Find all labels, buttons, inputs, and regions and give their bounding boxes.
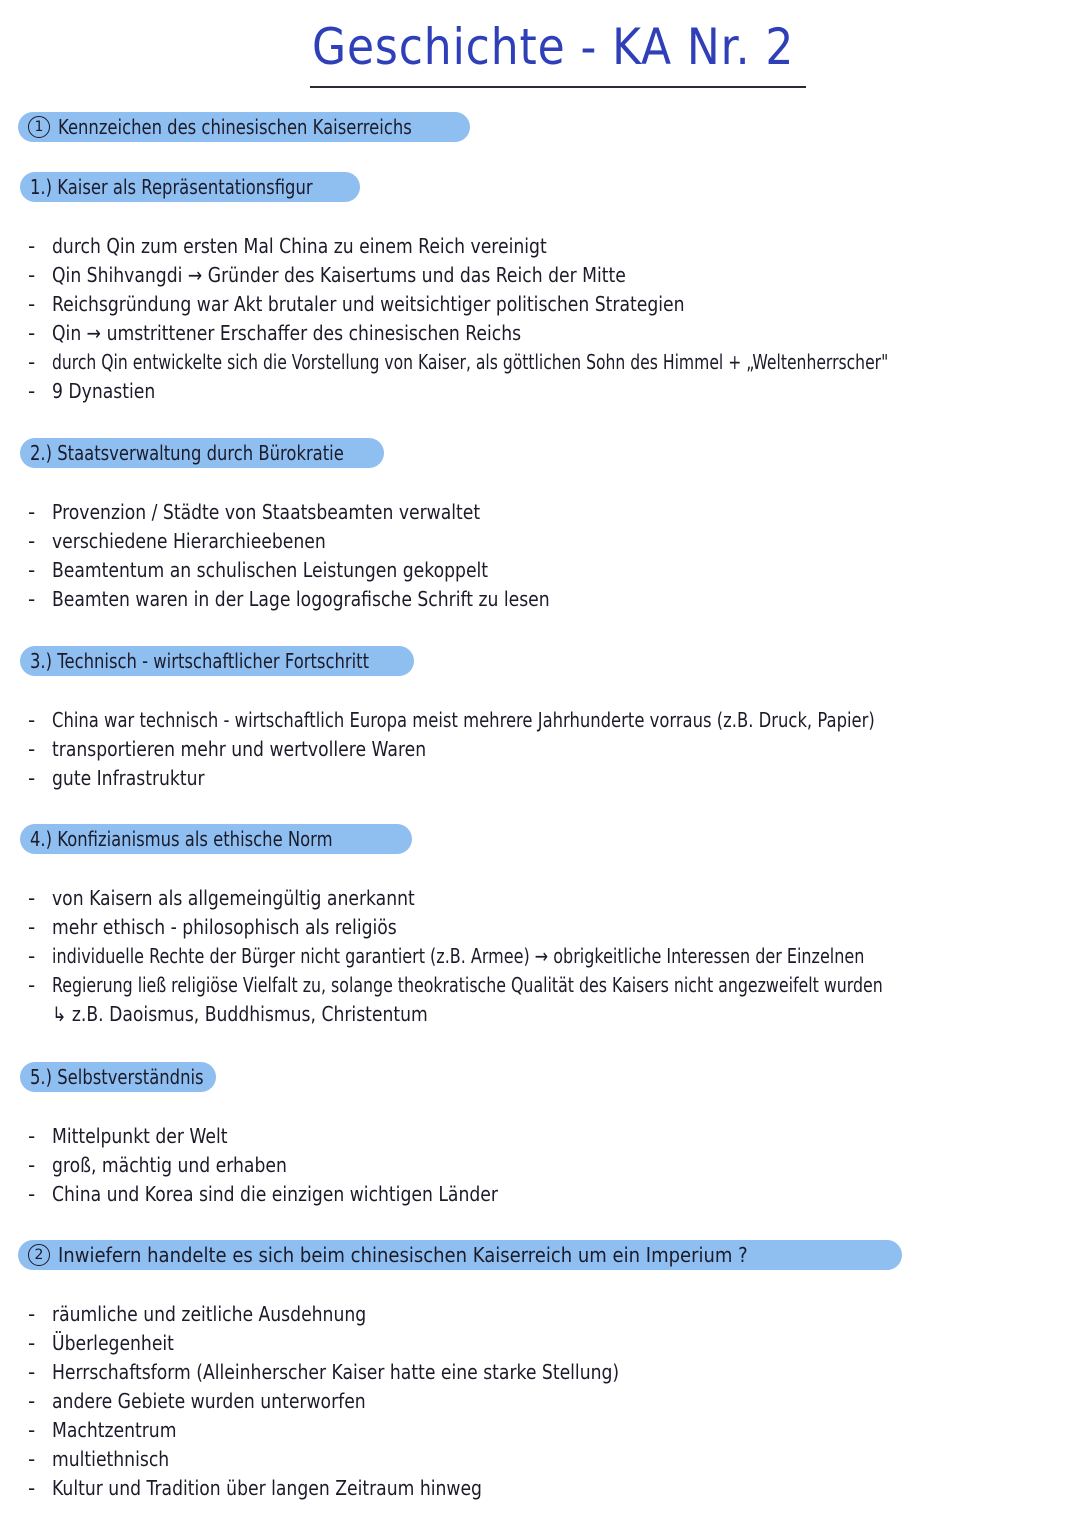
section-2-heading: [18, 1240, 902, 1270]
subsection-2-heading: 2.) Staatsverwaltung durch Bürokratie: [20, 438, 384, 468]
list-item: - durch Qin zum ersten Mal China zu einem Reich vereinigt: [28, 234, 547, 258]
subsection-1-list: [28, 232, 1080, 406]
list-item: - groß, mächtig und erhaben: [28, 1153, 287, 1177]
list-item: - Qin → umstrittener Erschaffer des chinesischen Reichs: [28, 321, 522, 345]
list-item: - Herrschaftsform (Alleinherscher Kaiser hatte eine starke Stellung): [28, 1360, 620, 1384]
list-item: - individuelle Rechte der Bürger nicht garantiert (z.B. Armee) → obrigkeitliche Interessen der Einzelnen: [28, 944, 865, 968]
subsection-4-heading: 4.) Konfizianismus als ethische Norm: [20, 824, 412, 854]
list-item: - räumliche und zeitliche Ausdehnung: [28, 1302, 367, 1326]
title-underline: [310, 86, 806, 88]
section-2-marker: 2: [28, 1244, 50, 1266]
subsection-5-list: [28, 1122, 571, 1209]
list-subnote: ↳ z.B. Daoismus, Buddhismus, Christentum: [52, 1002, 428, 1026]
list-item: - Reichsgründung war Akt brutaler und weitsichtiger politischen Strategien: [28, 292, 685, 316]
list-item: - gute Infrastruktur: [28, 766, 205, 790]
list-item: - verschiedene Hierarchieebenen: [28, 529, 326, 553]
list-item: - Kultur und Tradition über langen Zeitraum hinweg: [28, 1476, 482, 1500]
list-item: - 9 Dynastien: [28, 379, 156, 403]
list-item: - multiethnisch: [28, 1447, 170, 1471]
subsection-4-list: [28, 884, 1080, 1029]
list-item: - China war technisch - wirtschaftlich Europa meist mehrere Jahrhunderte vorraus (z.B. Druck, Papier): [28, 708, 875, 732]
page-title: Geschichte - KA Nr. 2: [312, 18, 795, 76]
section-1-marker: 1: [28, 116, 50, 138]
list-item: - mehr ethisch - philosophisch als religiös: [28, 915, 397, 939]
subsection-3-list: [28, 706, 1055, 793]
list-item: - Machtzentrum: [28, 1418, 177, 1442]
section-1-heading-text: Kennzeichen des chinesischen Kaiserreichs: [58, 115, 412, 139]
list-item: - China und Korea sind die einzigen wichtigen Länder: [28, 1182, 498, 1206]
list-item: - Überlegenheit: [28, 1331, 174, 1355]
section-2-heading-text: Inwiefern handelte es sich beim chinesischen Kaiserreich um ein Imperium ?: [58, 1243, 748, 1267]
list-item: - Beamten waren in der Lage logografische Schrift zu lesen: [28, 587, 550, 611]
subsection-3-heading: 3.) Technisch - wirtschaftlicher Fortschritt: [20, 646, 414, 676]
list-item: - Regierung ließ religiöse Vielfalt zu, solange theokratische Qualität des Kaisers nicht angezweifelt wurden: [28, 973, 883, 997]
subsection-2-list: [28, 498, 631, 614]
list-item: - Provenzion / Städte von Staatsbeamten verwaltet: [28, 500, 481, 524]
list-item: - andere Gebiete wurden unterworfen: [28, 1389, 366, 1413]
section-1-heading: [18, 112, 470, 142]
list-item: - transportieren mehr und wertvollere Waren: [28, 737, 427, 761]
list-item: - Beamtentum an schulischen Leistungen gekoppelt: [28, 558, 489, 582]
list-item: - durch Qin entwickelte sich die Vorstellung von Kaiser, als göttlichen Sohn des Himmel + „Weltenherrscher": [28, 350, 889, 374]
list-item: - Mittelpunkt der Welt: [28, 1124, 228, 1148]
list-item: - von Kaisern als allgemeingültig anerkannt: [28, 886, 415, 910]
section-2-list: [28, 1300, 711, 1503]
list-item: - Qin Shihvangdi → Gründer des Kaisertums und das Reich der Mitte: [28, 263, 626, 287]
subsection-5-heading: 5.) Selbstverständnis: [20, 1062, 216, 1092]
subsection-1-heading: 1.) Kaiser als Repräsentationsfigur: [20, 172, 360, 202]
